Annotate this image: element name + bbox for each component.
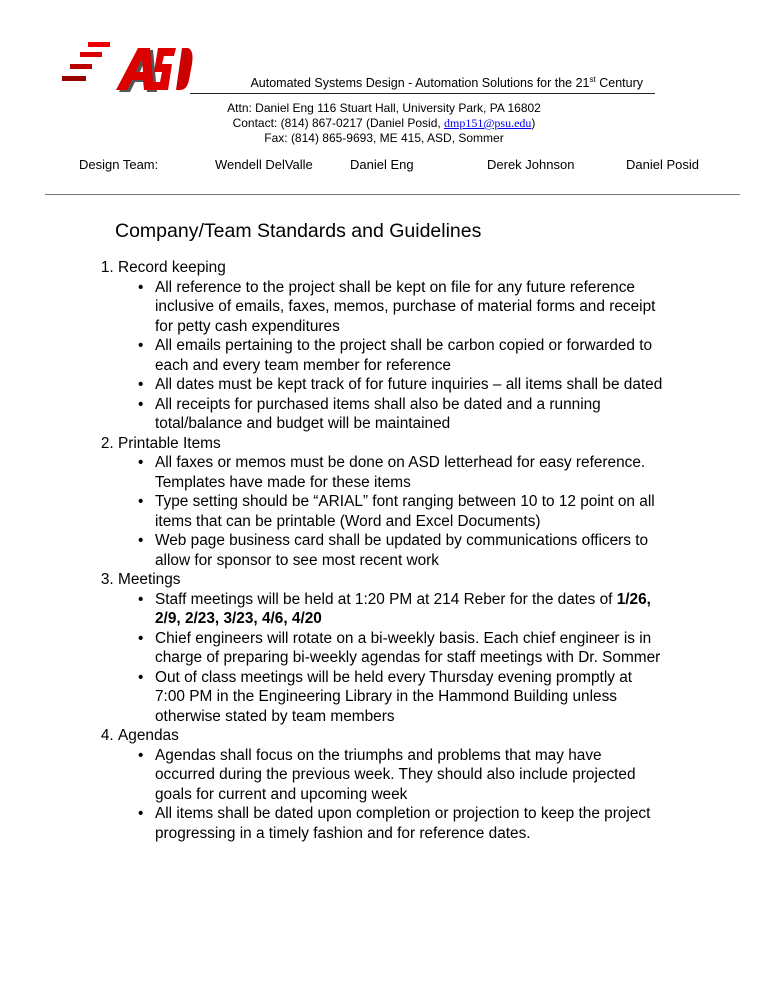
section-heading: Printable Items [118,434,221,452]
guidelines-list [95,258,665,843]
contact [0,116,768,131]
contact-end: ) [531,116,536,130]
asd-logo [58,40,193,95]
logo-a [116,48,154,90]
list-item: • Web page business card shall be updated by communications officers to allow for sponsor to see most recent work [155,531,665,570]
list-item: • All emails pertaining to the project shall be carbon copied or forwarded to each and every team member for reference [155,336,665,375]
tagline-sup: st [589,74,596,84]
list-item: • All dates must be kept track of for future inquiries – all items shall be dated [155,375,665,395]
email-link[interactable]: dmp151@psu.edu [444,116,532,130]
tagline-text: Automated Systems Design - Automation Solutions for the 21 [250,76,590,90]
list-item: • All reference to the project shall be kept on file for any future reference inclusive of emails, faxes, memos, purchase of material forms and receipt for petty cash expenditures [155,278,665,337]
section-heading: Record keeping [118,259,226,276]
list-item: • All items shall be dated upon completion or projection to keep the project progressing in a timely fashion and for reference dates. [155,804,665,843]
list-item: • Chief engineers will rotate on a bi-weekly basis. Each chief engineer is in charge of preparing bi-weekly agendas for staff meetings with Dr. Sommer [155,629,665,668]
team-member: Derek Johnson [487,157,575,172]
section-agendas [118,726,665,843]
tagline-end: Century [595,76,643,90]
address: Attn: Daniel Eng 116 Stuart Hall, University Park, PA 16802 [227,101,541,115]
list-item-text: Staff meetings will be held at 1:20 PM at 214 Reber for the dates of [155,590,617,608]
logo-bar [70,64,92,69]
logo-bar [80,52,102,57]
logo-bar [62,76,86,81]
list-item: • Type setting should be “ARIAL” font ranging between 10 to 12 point on all items that can be printable (Word and Excel Documents) [155,492,665,531]
contact-block [0,101,768,146]
divider [45,194,740,195]
section-heading: Agendas [118,727,179,744]
team-member: Daniel Posid [626,157,699,172]
fax: Fax: (814) 865-9693, ME 415, ASD, Sommer [264,131,504,145]
section-printable-items [118,434,665,571]
team-member: Daniel Eng [350,157,414,172]
section-meetings [118,570,665,726]
section-heading: Meetings [118,571,181,588]
contact-text: Contact: (814) 867-0217 (Daniel Posid, [232,116,445,130]
list-item: • All faxes or memos must be done on ASD letterhead for easy reference. Templates have made for these items [155,453,665,492]
list-item: • Out of class meetings will be held every Thursday evening promptly at 7:00 PM in the Engineering Library in the Hammond Building unless otherwise stated by team members [155,668,665,727]
list-item: • Agendas shall focus on the triumphs and problems that may have occurred during the previous week. They should also include projected goals for current and upcoming week [155,746,665,805]
tagline [190,76,655,94]
list-item [155,590,665,629]
team-member: Wendell DelValle [215,157,313,172]
page-title: Company/Team Standards and Guidelines [115,220,482,242]
section-record-keeping [118,258,665,434]
meeting-dates: 1/26, 2/9, 2/23, 3/23, 4/6, 4/20 [155,590,651,627]
logo-bar [88,42,110,47]
list-item: • All receipts for purchased items shall also be dated and a running total/balance and budget will be maintained [155,395,665,434]
team-label: Design Team: [79,157,159,172]
